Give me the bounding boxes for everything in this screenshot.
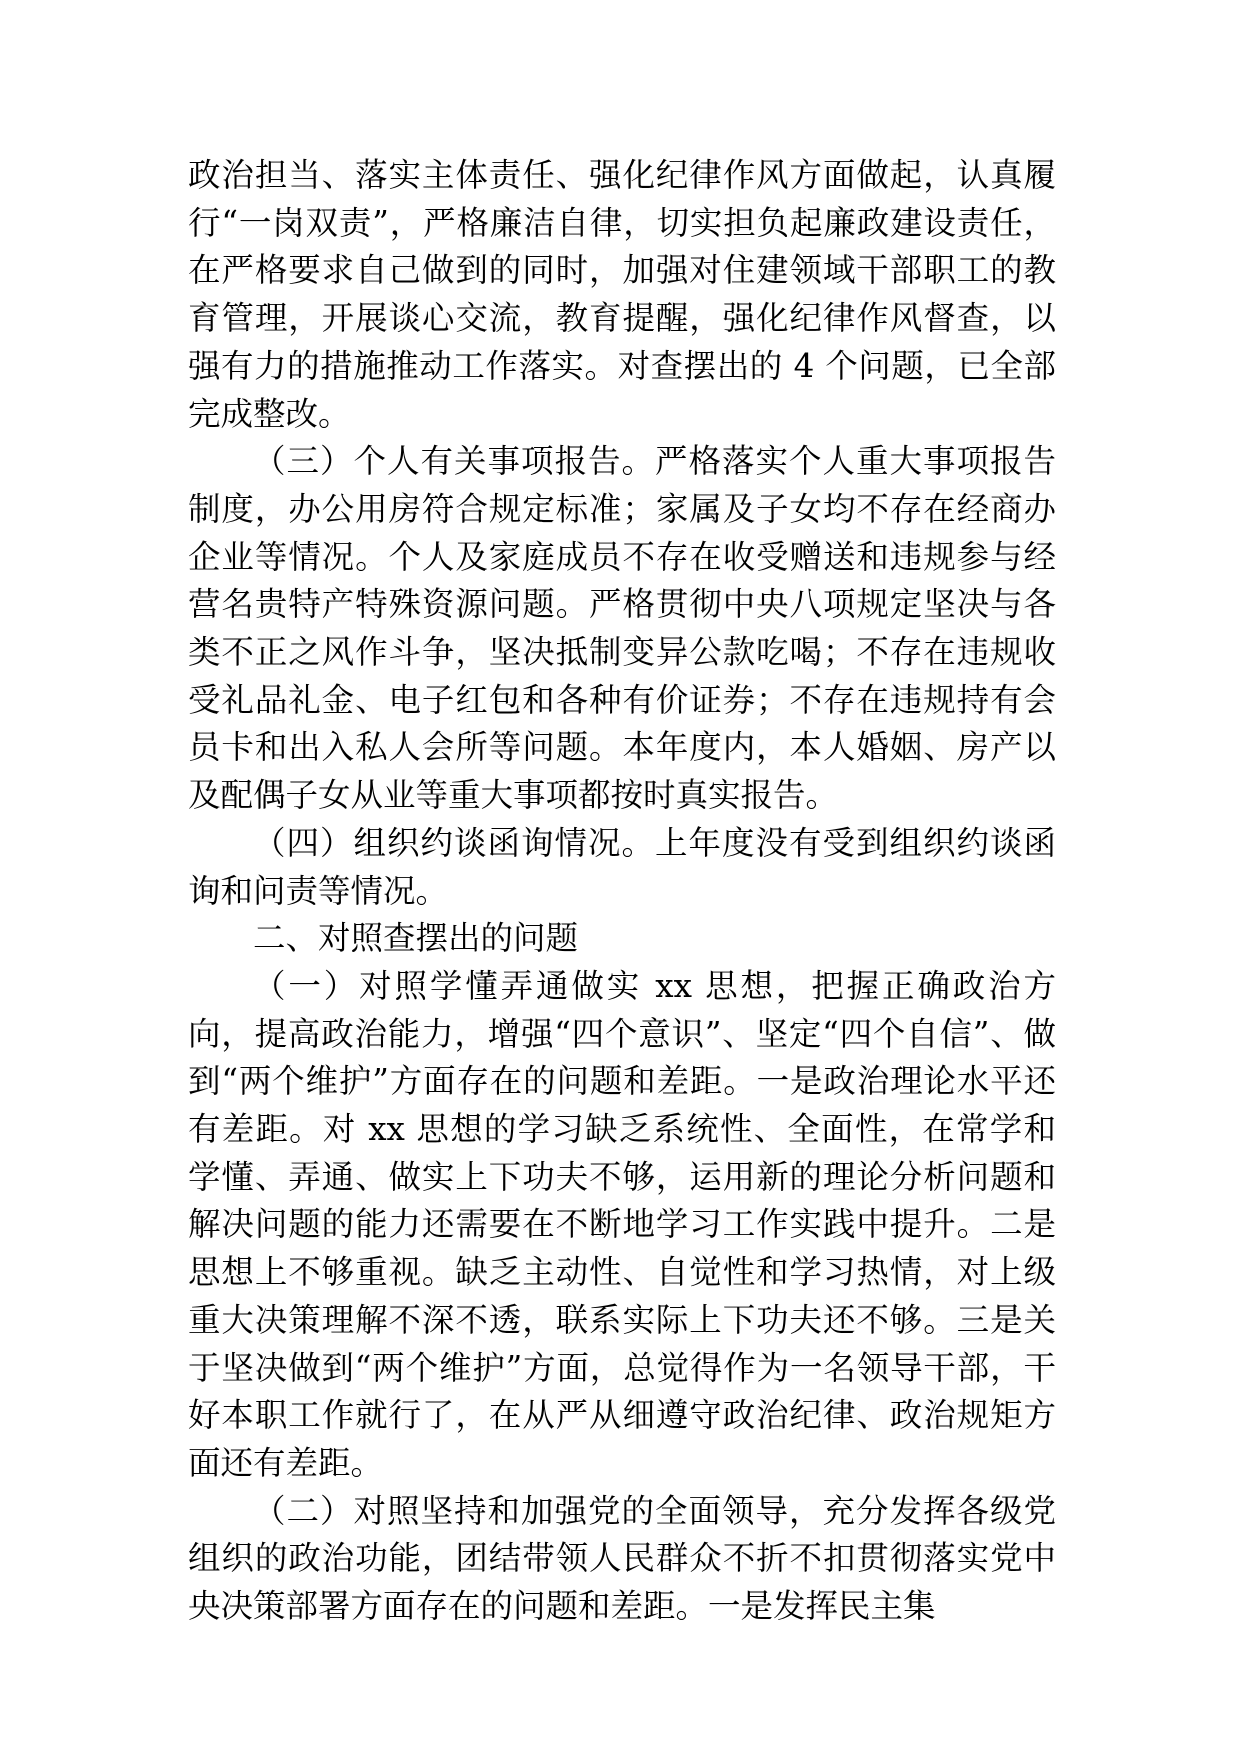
paragraph-problem-one: （一）对照学懂弄通做实 xx 思想，把握正确政治方向，提高政治能力，增强“四个意识”、坚定“四个自信”、做到“两个维护”方面存在的问题和差距。一是政治理论水平还有差距。对 xx 思想的学习缺乏系统性、全面性，在常学和学懂、弄通、做实上下功夫不够，运用新的理论分析问题和解决问题的能力还需要在不断地学习工作实践中提升。二是思想上不够重视。缺乏主动性、自觉性和学习热情，对上级重大决策理解不深不透，联系实际上下功夫还不够。三是关于坚决做到“两个维护”方面，总觉得作为一名领导干部，干好本职工作就行了，在从严从细遵守政治纪律、政治规矩方面还有差距。	[188, 966, 1056, 1482]
body-text	[188, 152, 1056, 1631]
paragraph-interview-inquiry: （四）组织约谈函询情况。上年度没有受到组织约谈函询和问责等情况。	[188, 823, 1056, 910]
section-heading-problems: 二、对照查摆出的问题	[253, 919, 579, 958]
paragraph-personal-matters-report: （三）个人有关事项报告。严格落实个人重大事项报告制度，办公用房符合规定标准；家属及子女均不存在经商办企业等情况。个人及家庭成员不存在收受赠送和违规参与经营名贵特产特殊资源问题。严格贯彻中央八项规定坚决与各类不正之风作斗争，坚决抵制变异公款吃喝；不存在违规收受礼品礼金、电子红包和各种有价证券；不存在违规持有会员卡和出入私人会所等问题。本年度内，本人婚姻、房产以及配偶子女从业等重大事项都按时真实报告。	[188, 442, 1056, 815]
paragraph-continuation: 政治担当、落实主体责任、强化纪律作风方面做起，认真履行“一岗双责”，严格廉洁自律，切实担负起廉政建设责任，在严格要求自己做到的同时，加强对住建领域干部职工的教育管理，开展谈心交流，教育提醒，强化纪律作风督查，以强有力的措施推动工作落实。对查摆出的 4 个问题，已全部完成整改。	[188, 156, 1056, 433]
paragraph-problem-two: （二）对照坚持和加强党的全面领导，充分发挥各级党组织的政治功能，团结带领人民群众不折不扣贯彻落实党中央决策部署方面存在的问题和差距。一是发挥民主集	[188, 1491, 1056, 1626]
